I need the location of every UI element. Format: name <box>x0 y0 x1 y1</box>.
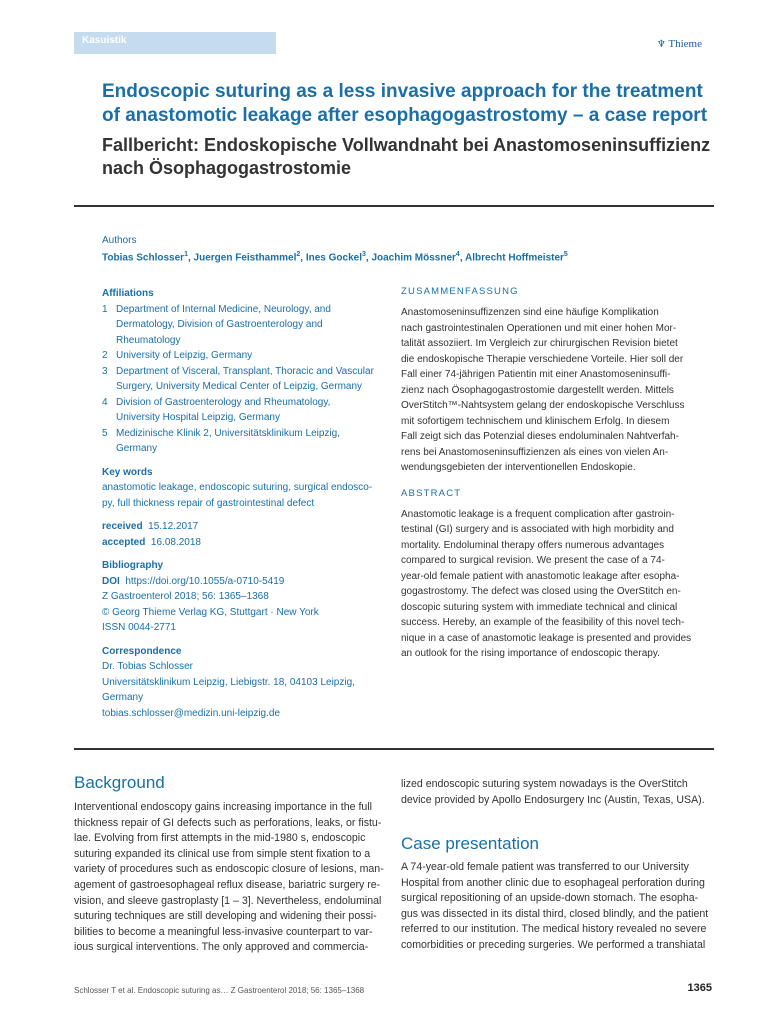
affiliations-heading: Affiliations <box>102 288 154 299</box>
bibliography-journal: Z Gastroenterol 2018; 56: 1365–1368 <box>102 591 269 602</box>
background-heading: Background <box>74 773 165 792</box>
abstract-column <box>401 286 715 674</box>
correspondence-address: Universitätsklinikum Leipzig, Liebigstr. 18, 04103 Leipzig, <box>102 676 355 688</box>
correspondence-email[interactable]: tobias.schlosser@medizin.uni-leipzig.de <box>102 707 281 719</box>
zusammenfassung-line: zienz nach Ösophagogastrostomie dargestellt werden. Mittels <box>401 384 674 396</box>
doi-label: DOI <box>102 575 120 587</box>
background-line: ious surgical interventions. The only approved and commercia- <box>74 941 369 954</box>
affiliation-line: University Hospital Leipzig, Germany <box>116 412 280 423</box>
keywords-section <box>102 465 382 512</box>
case-presentation-line: gus was dissected in its distal third, closed blindly, and the patient <box>401 907 709 920</box>
category-label: Kasuistik <box>82 35 127 46</box>
abstract-line: an outlook for the rising importance of endoscopic therapy. <box>401 648 660 659</box>
author-name: Ines Gockel <box>305 252 362 264</box>
correspondence-section <box>102 644 382 722</box>
abstract-text <box>401 507 715 662</box>
keywords-line-1: anastomotic leakage, endoscopic suturing, surgical endosco- <box>102 482 373 493</box>
affiliation-number: 3 <box>102 365 108 377</box>
affiliation-item <box>102 364 382 395</box>
zusammenfassung-line: mit sofortigem technischem und klinischem Erfolg. In diesem <box>401 415 670 427</box>
abstract-line: doscopic suturing system with immediate technical and clinical <box>401 601 678 613</box>
affiliation-line: University of Leipzig, Germany <box>116 350 253 361</box>
abstract-line: compared to surgical revision. We present the case of a 74- <box>401 555 665 566</box>
background-line: bilities to become a meaningful less-invasive counterpart to var- <box>74 925 373 938</box>
affiliation-line: Department of Internal Medicine, Neurology, and <box>116 303 331 315</box>
zusammenfassung-line: Fall zeigt sich das Potenzial dieses endoluminalen Nahtverfah- <box>401 431 679 442</box>
received-label: received <box>102 521 143 532</box>
affiliation-number: 5 <box>102 427 108 439</box>
abstract-line: nique in a case of anastomotic leakage is presented and provides <box>401 632 692 644</box>
case-presentation-heading: Case presentation <box>401 834 539 853</box>
case-presentation-line: A 74-year-old female patient was transferred to our University <box>401 861 689 873</box>
bibliography-section <box>102 558 382 636</box>
affiliation-item <box>102 426 382 457</box>
affiliation-line: Medizinische Klinik 2, Universitätsklinikum Leipzig, <box>116 427 340 439</box>
background-line: agement of gastroesophageal reflux disease, bariatric surgery re- <box>74 878 381 891</box>
continuation-line: lized endoscopic suturing system nowadays is the OverStitch <box>401 778 688 790</box>
publisher-logo <box>657 38 702 50</box>
abstract-line: year-old female patient with anastomotic leakage after esopha- <box>401 570 680 582</box>
abstract-line: testinal (GI) surgery and is associated with high morbidity and <box>401 524 674 535</box>
author-affiliation-ref: 5 <box>563 251 568 258</box>
footer-citation: Schlosser T et al. Endoscopic suturing as… Z Gastroenterol 2018; 56: 1365–1368 <box>74 986 365 995</box>
author-affiliation-ref: 4 <box>455 251 460 258</box>
accepted-date <box>102 535 382 551</box>
affiliation-text <box>116 302 331 349</box>
zusammenfassung-line: rens bei Anastomoseninsuffizienzen als eines von vielen An- <box>401 446 669 458</box>
case-presentation-line: surgical repositioning of an upside-down stomach. The esopha- <box>401 892 699 905</box>
zusammenfassung-line: Fall einer 74-jährigen Patientin mit einer Anastomoseninsuffi- <box>401 369 671 380</box>
affiliation-number: 2 <box>102 350 108 361</box>
author-separator: , <box>365 252 372 264</box>
author-affiliation-ref: 3 <box>361 251 366 258</box>
title-german: Fallbericht: Endoskopische Vollwandnaht bei Anastomoseninsuffizienz nach Ösophagogastrostomie <box>102 135 711 178</box>
abstract-heading: ABSTRACT <box>401 487 462 499</box>
affiliation-line: Department of Visceral, Transplant, Thoracic and Vascular <box>116 365 374 377</box>
background-line: suturing expanded its clinical use from simple stent fixation to a <box>74 847 371 860</box>
affiliation-text <box>116 426 340 457</box>
accepted-label: accepted <box>102 536 146 548</box>
affiliation-item <box>102 302 382 349</box>
abstract-line: mortality. Endoluminal therapy offers numerous advantages <box>401 539 665 551</box>
metadata-column <box>102 286 382 728</box>
affiliation-text <box>116 364 374 395</box>
bibliography-issn: ISSN 0044-2771 <box>102 622 176 633</box>
background-continuation <box>401 777 714 808</box>
doi-line <box>102 574 382 590</box>
background-text <box>74 800 384 956</box>
background-line: lae. Evolving from first attempts in the mid-1980 s, endoscopic <box>74 832 366 845</box>
keywords-heading: Key words <box>102 466 153 478</box>
affiliation-line: Rheumatology <box>116 334 181 346</box>
category-bar <box>74 32 276 54</box>
title-english: Endoscopic suturing as a less invasive approach for the treatment of anastomotic leakage after esophagogastrostomy – a case report <box>102 81 708 126</box>
dates-section <box>102 519 382 550</box>
case-presentation-text <box>401 860 714 954</box>
abstract-line: success. Hereby, an example of the feasibility of this novel tech- <box>401 617 685 628</box>
affiliation-line: Surgery, University Medical Center of Leipzig, Germany <box>116 381 363 392</box>
received-value: 15.12.2017 <box>148 521 199 532</box>
affiliation-number: 1 <box>102 303 108 315</box>
correspondence-heading: Correspondence <box>102 645 182 657</box>
continuation-line: device provided by Apollo Endosurgery Inc (Austin, Texas, USA). <box>401 793 705 806</box>
thieme-logo-icon: ♆ <box>656 39 666 50</box>
doi-link[interactable]: https://doi.org/10.1055/a-0710-5419 <box>125 575 285 587</box>
body-divider <box>74 748 714 750</box>
author-affiliation-ref: 1 <box>184 251 188 258</box>
accepted-value: 16.08.2018 <box>150 536 201 548</box>
author-separator: , <box>459 252 466 264</box>
zusammenfassung-line: nach gastrointestinalen Operationen und mit einer hohen Mor- <box>401 322 677 334</box>
bibliography-copyright: © Georg Thieme Verlag KG, Stuttgart · New York <box>102 606 319 618</box>
author-separator: , <box>300 252 306 264</box>
zusammenfassung-line: die endoskopische Therapie verschiedene Vorteile. Hier soll der <box>401 353 684 365</box>
background-line: suturing techniques are still developing and widening their possi- <box>74 910 377 923</box>
zusammenfassung-line: Anastomoseninsuffizenzen sind eine häufige Komplikation <box>401 307 659 318</box>
background-line: Interventional endoscopy gains increasing importance in the full <box>74 801 372 813</box>
case-presentation-line: referred to our institution. The medical history revealed no severe <box>401 923 707 936</box>
author-affiliation-ref: 2 <box>296 251 301 258</box>
affiliation-text <box>116 348 252 364</box>
zusammenfassung-text <box>401 305 715 476</box>
affiliations-section <box>102 286 382 457</box>
page-number: 1365 <box>687 982 712 994</box>
authors-heading: Authors <box>102 235 137 246</box>
zusammenfassung-line: talität assoziiert. Im Vergleich zur chirurgischen Revision bietet <box>401 338 678 349</box>
author-name: Juergen Feisthammel <box>193 252 297 264</box>
top-divider <box>74 205 714 207</box>
case-presentation-line: comorbidities or preceding surgeries. We performed a transhiatal <box>401 938 706 951</box>
authors-list <box>102 248 568 265</box>
case-presentation-line: Hospital from another clinic due to esophageal perforation during <box>401 876 705 889</box>
abstract-line: gogastrostomy. The defect was closed using the OverStitch en- <box>401 586 681 597</box>
affiliation-text <box>116 395 330 426</box>
affiliation-line: Dermatology, Division of Gastroenterology and <box>116 319 323 330</box>
received-date <box>102 519 382 535</box>
background-line: variety of procedures such as endoscopic closure of lesions, man- <box>74 863 384 876</box>
publisher-name: Thieme <box>668 38 702 50</box>
affiliation-item <box>102 348 382 364</box>
zusammenfassung-line: OverStitch™-Nahtsystem gelang der endoskopische Verschluss <box>401 400 685 411</box>
author-name: Joachim Mössner <box>371 252 456 264</box>
affiliation-number: 4 <box>102 396 108 408</box>
keywords-line-2: py, full thickness repair of gastrointestinal defect <box>102 497 315 509</box>
correspondence-country: Germany <box>102 692 144 703</box>
background-line: thickness repair of GI defects such as perforations, leaks, or fistu- <box>74 816 382 829</box>
author-name: Tobias Schlosser <box>102 252 185 264</box>
author-name: Albrecht Hoffmeister <box>465 252 564 264</box>
zusammenfassung-heading: ZUSAMMENFASSUNG <box>401 286 519 297</box>
affiliations-list <box>102 302 382 457</box>
bibliography-heading: Bibliography <box>102 560 164 571</box>
affiliation-item <box>102 395 382 426</box>
abstract-line: Anastomotic leakage is a frequent complication after gastroin- <box>401 508 675 520</box>
affiliation-line: Division of Gastroenterology and Rheumatology, <box>116 396 331 408</box>
correspondence-name: Dr. Tobias Schlosser <box>102 661 193 672</box>
background-line: vision, and sleeve gastroplasty [1 – 3]. Nevertheless, endoluminal <box>74 894 382 907</box>
author-separator: , <box>187 252 194 264</box>
affiliation-line: Germany <box>116 443 158 454</box>
zusammenfassung-line: wendungsgebieten der interventionellen Endoskopie. <box>401 462 636 473</box>
